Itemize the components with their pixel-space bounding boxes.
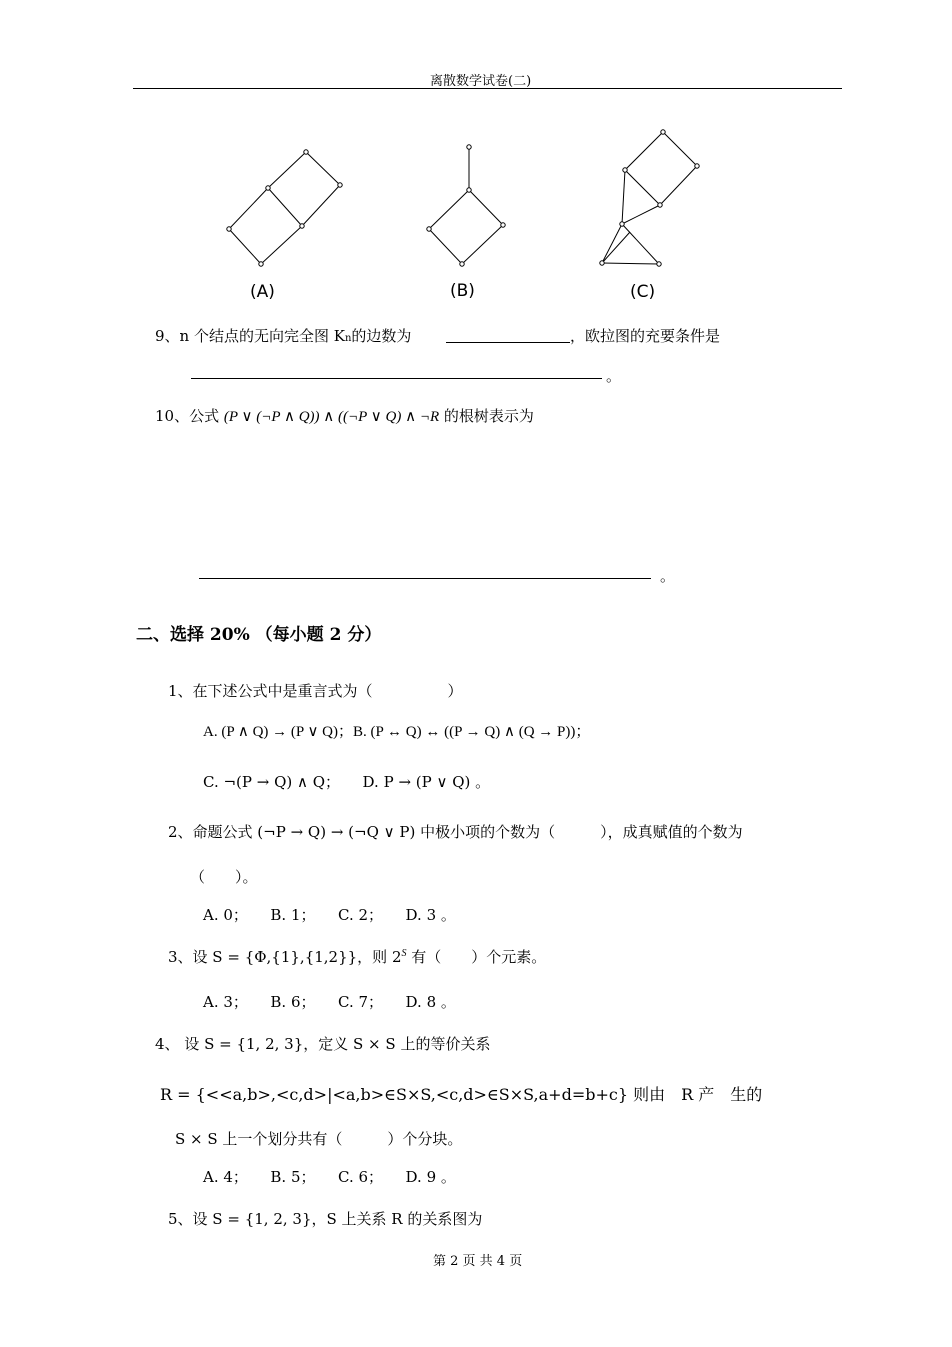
figure-b-graph: [427, 145, 505, 266]
q9-text-1: 9、n 个结点的无向完全图 K: [155, 327, 345, 345]
q9-text-2: 的边数为: [351, 327, 412, 345]
q9-blank-2[interactable]: [191, 378, 602, 379]
choice-2-stem-2: （ ）。: [190, 868, 258, 886]
choice-3-options: A. 3； B. 6； C. 7； D. 8 。: [203, 993, 456, 1011]
figure-a-graph: [227, 150, 342, 266]
choice-1-options-cd: C. ¬(P → Q) ∧ Q； D. P → (P ∨ Q) 。: [203, 773, 491, 791]
q9-end-mark: 。: [606, 367, 622, 385]
choice-2-stem: 2、命题公式 (¬P → Q) → (¬Q ∨ P) 中极小项的个数为（ ），成真赋值的个数为: [168, 823, 743, 841]
choice-4-stem: 4、 设 S = {1, 2, 3}，定义 S × S 上的等价关系: [155, 1035, 491, 1053]
q10-blank[interactable]: [199, 578, 651, 579]
question-10: [155, 405, 534, 426]
hasse-diagrams: [0, 0, 952, 320]
choice-5-stem: 5、设 S = {1, 2, 3}，S 上关系 R 的关系图为: [168, 1210, 483, 1228]
choice-4-relation: R = {<<a,b>,<c,d>|<a,b>∈S×S,<c,d>∈S×S,a+d=b+c} 则由 R 产 生的: [160, 1085, 763, 1104]
section-2-title: 二、选择 20% （每小题 2 分）: [136, 625, 382, 645]
choice-3-stem-a: 3、设 S = {Φ,{1},{1,2}}，则 2: [168, 948, 402, 966]
question-9: [155, 325, 411, 346]
choice-4-partition: S × S 上一个划分共有（ ）个分块。: [175, 1130, 463, 1148]
page-footer: 第 2 页 共 4 页: [433, 1254, 523, 1269]
choice-4-options: A. 4； B. 5； C. 6； D. 9 。: [203, 1168, 456, 1186]
figure-c-graph: [600, 130, 699, 266]
q9-subscript: n: [344, 333, 352, 344]
q10-end-mark: 。: [660, 567, 676, 585]
choice-3-superscript: S: [401, 948, 407, 959]
q10-formula: (P ∨ (¬P ∧ Q)) ∧ ((¬P ∨ Q) ∧ ¬R: [223, 409, 440, 425]
figure-c-label: (C): [630, 282, 656, 302]
page-header-title: 离散数学试卷(二): [430, 74, 532, 89]
q10-suffix: 的根树表示为: [439, 407, 534, 425]
figure-b-label: (B): [450, 281, 475, 301]
choice-3-stem: [168, 946, 546, 967]
figure-a-label: (A): [250, 282, 275, 302]
q10-prefix: 10、公式: [155, 407, 220, 425]
choice-3-stem-b: 有（ ）个元素。: [406, 948, 547, 966]
q9-blank-1[interactable]: [446, 342, 570, 343]
q9-text-3: ，欧拉图的充要条件是: [570, 327, 721, 345]
choice-1-stem: 1、在下述公式中是重言式为（ ）: [168, 682, 463, 700]
choice-2-options: A. 0； B. 1； C. 2； D. 3 。: [203, 906, 456, 924]
choice-1-options-ab: A. (P ∧ Q) → (P ∨ Q)；B. (P ↔ Q) ↔ ((P → Q) ∧ (Q → P))；: [203, 724, 591, 740]
